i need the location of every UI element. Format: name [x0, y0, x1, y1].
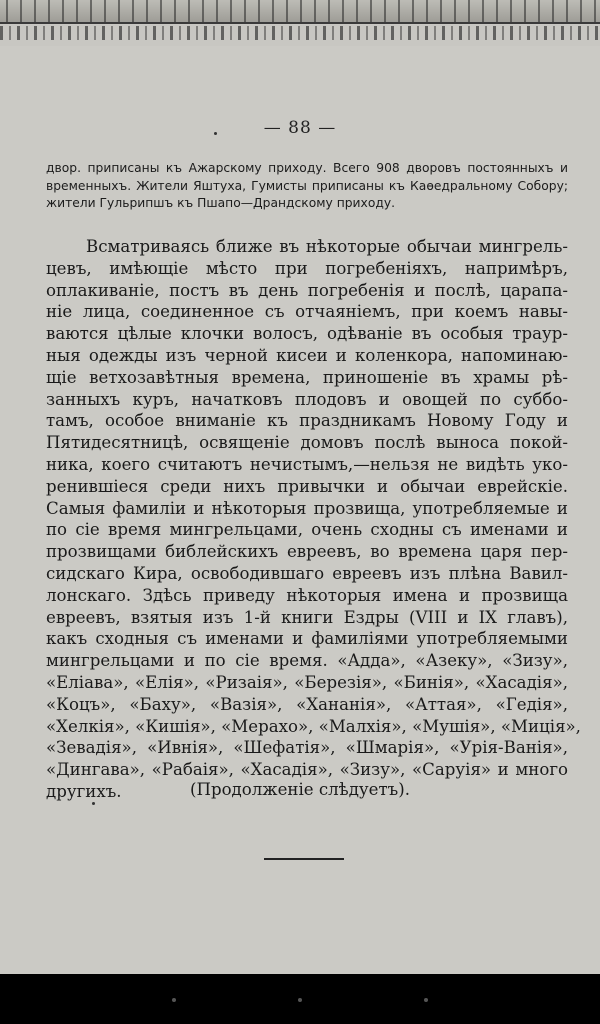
body-line: «Еліава», «Елія», «Ризаія», «Березія», «Бинія», «Хасадія»,: [46, 672, 568, 692]
body-line: «Дингава», «Рабаія», «Хасадія», «Зизу», «Саруія» и много: [46, 760, 568, 780]
document-page: [0, 46, 600, 974]
ornamental-rule: [0, 26, 600, 40]
body-line: ніе лица, соединенное съ отчаяніемъ, при коемъ навы-: [46, 302, 568, 322]
body-line: какъ сходныя съ именами и фамиліями употребляемыми: [46, 629, 568, 649]
body-paragraph: [46, 236, 581, 803]
ornamental-border: [0, 0, 600, 22]
continuation-note: (Продолженіе слѣдуетъ).: [190, 780, 410, 799]
end-rule-divider: [264, 858, 344, 860]
nav-dot-icon[interactable]: [172, 998, 176, 1002]
body-line: мингрельцами и по сіе время. «Адда», «Азеку», «Зизу»,: [46, 651, 568, 671]
page-number: — 88 —: [263, 118, 337, 138]
body-line: щіе ветхозавѣтныя времена, приношеніе въ храмы рѣ-: [46, 367, 568, 387]
body-line: другихъ.: [46, 781, 122, 801]
body-line: тамъ, особое вниманіе къ праздникамъ Новому Году и: [46, 411, 568, 431]
body-line: Всматриваясь ближе въ нѣкоторые обычаи мингрель-: [86, 237, 568, 256]
body-line: сидскаго Кира, освободившаго евреевъ изъ плѣна Вавил-: [46, 563, 568, 583]
body-line: ныя одежды изъ черной кисеи и коленкора, напоминаю-: [46, 345, 568, 365]
print-speck: [214, 132, 217, 135]
print-speck: [92, 802, 95, 805]
body-line: по сіе время мингрельцами, очень сходны съ именами и: [46, 520, 568, 540]
body-line: «Хелкія», «Кишія», «Мерахо», «Малхія», «Мушія», «Миція»,: [46, 716, 581, 736]
nav-dot-icon[interactable]: [424, 998, 428, 1002]
nav-dot-icon[interactable]: [298, 998, 302, 1002]
body-line: ренившіеся среди нихъ привычки и обычаи еврейскіе.: [46, 476, 568, 496]
body-line: «Коцъ», «Баху», «Вазія», «Хананія», «Аттая», «Гедія»,: [46, 694, 568, 714]
body-line: прозвищами библейскихъ евреевъ, во времена царя пер-: [46, 542, 568, 562]
body-line: евреевъ, взятыя изъ 1-й книги Ездры (VIII и IX главъ),: [46, 607, 568, 627]
body-line: цевъ, имѣющіе мѣсто при погребеніяхъ, напримѣръ,: [46, 258, 568, 278]
body-line: «Зевадія», «Ивнія», «Шефатія», «Шмарія», «Урія-Ванія»,: [46, 738, 568, 758]
system-nav-bar: [0, 974, 600, 1024]
body-line: Пятидесятницѣ, освященіе домовъ послѣ выноса покой-: [46, 433, 568, 453]
body-line: ваются цѣлые клочки волосъ, одѣваніе въ особыя траур-: [46, 324, 568, 344]
body-line: оплакиваніе, постъ въ день погребенія и послѣ, царапа-: [46, 280, 568, 300]
body-line: лонскаго. Здѣсь приведу нѣкоторыя имена и прозвища: [46, 585, 568, 605]
page-top-border: [0, 0, 600, 46]
body-line: ника, коего считаютъ нечистымъ,—нельзя не видѣть уко-: [46, 454, 568, 474]
body-line: Самыя фамиліи и нѣкоторыя прозвища, употребляемые и: [46, 498, 568, 518]
footnote-paragraph: двор. приписаны къ Ажарскому приходу. Всего 908 дворовъ постоянныхъ и временныхъ. Жители Яштуха, Гумисты приписаны къ Каѳедральному Собору; жители Гульрипшъ къ Пшапо—Драндскому приходу.: [46, 161, 568, 211]
body-line: занныхъ куръ, начатковъ плодовъ и овощей по суббо-: [46, 389, 568, 409]
